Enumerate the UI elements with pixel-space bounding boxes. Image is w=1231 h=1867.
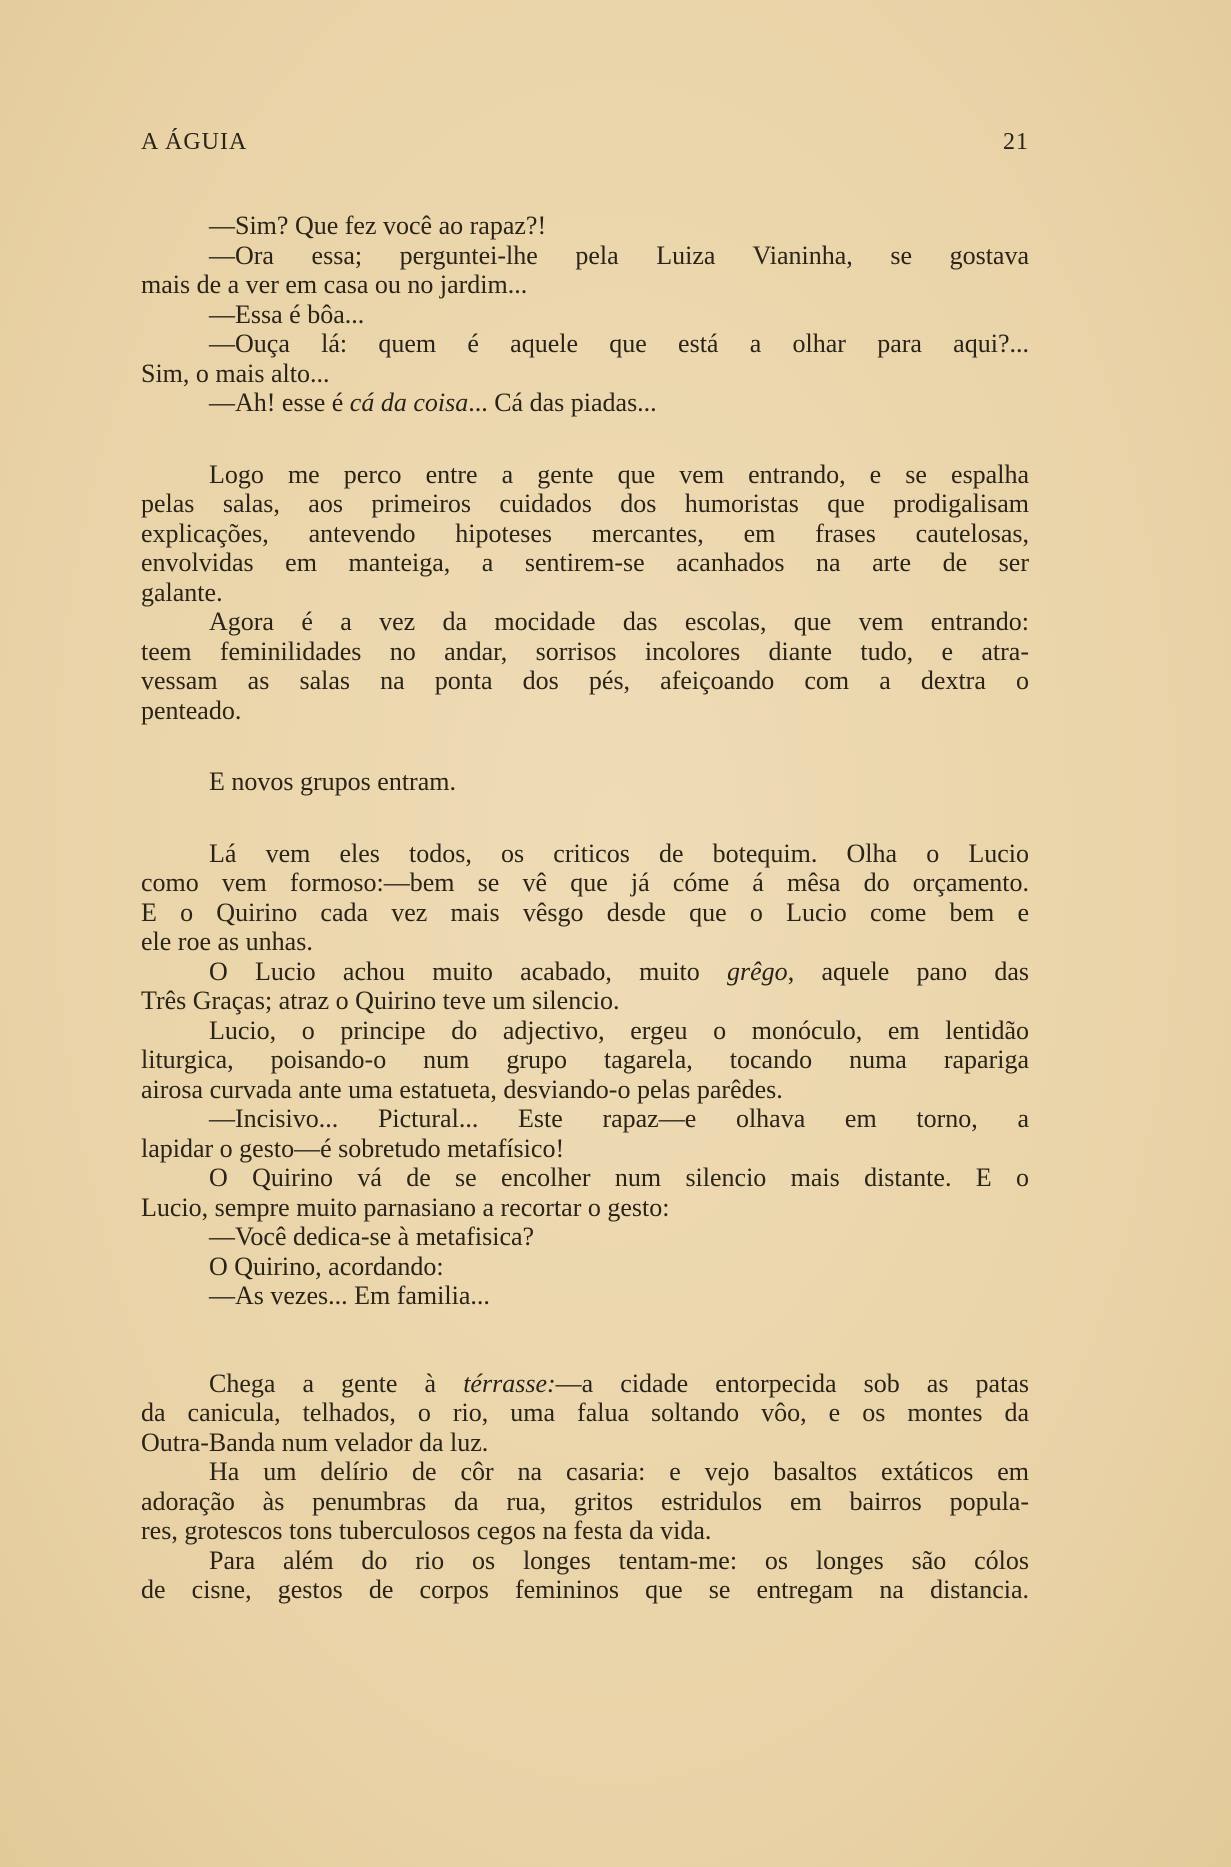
text-line: vessam as salas na ponta dos pés, afeiçoando com a dextra o [141, 666, 1029, 695]
text-segment: Chega a gente à [209, 1368, 464, 1398]
text-line: —Você dedica-se à metafisica? [209, 1222, 535, 1251]
text-line: E o Quirino cada vez mais vêsgo desde que o Lucio come bem e [141, 897, 1029, 927]
journal-title: A ÁGUIA [141, 129, 248, 155]
text-line: liturgica, poisando-o num grupo tagarela, tocando numa rapariga [141, 1045, 1029, 1074]
text-line: airosa curvada ante uma estatueta, desviando-o pelas parêdes. [141, 1074, 783, 1104]
text-line: penteado. [141, 695, 242, 725]
text-line: Três Graças; atraz o Quirino teve um silencio. [141, 986, 620, 1015]
italic-segment: térrasse: [463, 1368, 556, 1398]
text-line: Outra-Banda num velador da luz. [141, 1427, 489, 1457]
text-line: E novos grupos entram. [209, 767, 456, 796]
text-line [141, 1369, 1029, 1399]
italic-segment: grêgo [727, 956, 788, 986]
text-segment: ... Cá das piadas... [468, 388, 657, 417]
text-segment: —a cidade entorpecida sob as patas [555, 1368, 1029, 1398]
text-line: res, grotescos tons tuberculosos cegos na festa da vida. [141, 1516, 712, 1545]
text-line: —Essa é bôa... [209, 299, 365, 329]
text-line [141, 957, 1029, 987]
page-number: 21 [1003, 129, 1029, 155]
text-line: ele roe as unhas. [141, 927, 313, 956]
text-line: Ha um delírio de côr na casaria: e vejo basaltos extáticos em [209, 1457, 1029, 1486]
text-line: Logo me perco entre a gente que vem entrando, e se espalha [209, 459, 1029, 489]
text-line: explicações, antevendo hipoteses mercantes, em frases cautelosas, [141, 518, 1029, 548]
text-line: —Sim? Que fez você ao rapaz?! [209, 211, 547, 240]
text-line: de cisne, gestos de corpos femininos que se entregam na distancia. [141, 1575, 1029, 1604]
text-line: Lucio, o principe do adjectivo, ergeu o monóculo, em lentidão [209, 1015, 1029, 1045]
text-line: —Ora essa; perguntei-lhe pela Luiza Vianinha, se gostava [209, 240, 1029, 270]
page-body [141, 211, 1029, 1605]
text-line: Agora é a vez da mocidade das escolas, que vem entrando: [209, 607, 1029, 636]
text-segment: —Ah! esse é [209, 388, 350, 417]
text-line: galante. [141, 577, 223, 607]
text-line: envolvidas em manteiga, a sentirem-se acanhados na arte de ser [141, 548, 1029, 577]
text-line: lapidar o gesto—é sobretudo metafísico! [141, 1133, 565, 1163]
running-header [141, 129, 1029, 165]
text-line: Para além do rio os longes tentam-me: os longes são cólos [209, 1545, 1029, 1575]
text-line: mais de a ver em casa ou no jardim... [141, 270, 528, 299]
text-line: adoração às penumbras da rua, gritos estridulos em bairros popula- [141, 1486, 1029, 1516]
text-line: Sim, o mais alto... [141, 358, 330, 388]
italic-segment: cá da coisa [349, 388, 469, 417]
text-segment: O Lucio achou muito acabado, muito [209, 956, 728, 986]
text-line: O Quirino, acordando: [209, 1251, 444, 1281]
text-line: Lá vem eles todos, os criticos de botequim. Olha o Lucio [209, 838, 1029, 868]
text-line: como vem formoso:—bem se vê que já cóme á mêsa do orçamento. [141, 868, 1029, 897]
text-line: pelas salas, aos primeiros cuidados dos humoristas que prodigalisam [141, 489, 1029, 518]
text-line: Lucio, sempre muito parnasiano a recortar o gesto: [141, 1192, 670, 1222]
text-line: teem feminilidades no andar, sorrisos incolores diante tudo, e atra- [141, 636, 1029, 666]
text-line: —Ouça lá: quem é aquele que está a olhar para aqui?... [209, 329, 1029, 358]
text-segment: , aquele pano das [787, 956, 1029, 986]
text-line [141, 388, 1029, 418]
text-line: —As vezes... Em familia... [209, 1281, 490, 1310]
text-line: —Incisivo... Pictural... Este rapaz—e olhava em torno, a [209, 1104, 1029, 1133]
text-line: da canicula, telhados, o rio, uma falua soltando vôo, e os montes da [141, 1398, 1029, 1427]
text-line: O Quirino vá de se encolher num silencio mais distante. E o [209, 1163, 1029, 1192]
